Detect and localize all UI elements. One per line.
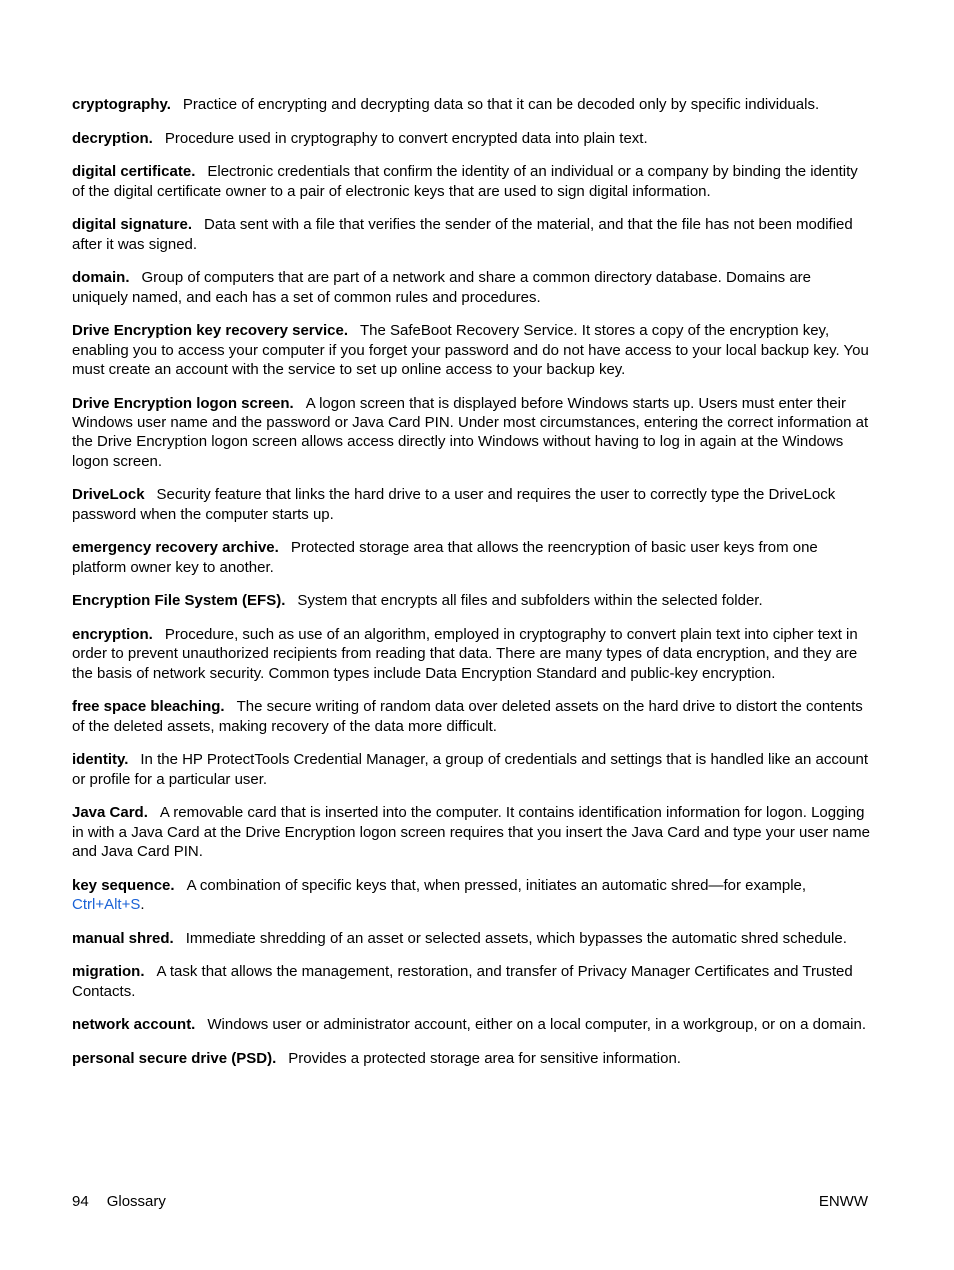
glossary-term: Drive Encryption key recovery service. [72,322,348,340]
ctrl-alt-s-link[interactable]: Ctrl+Alt+S [72,896,141,914]
footer-section-title: Glossary [106,1193,166,1210]
glossary-definition: Immediate shredding of an asset or selected assets, which bypasses the automatic shred schedule. [185,929,847,947]
glossary-entry-key-sequence [72,876,870,915]
glossary-definition: Procedure, such as use of an algorithm, employed in cryptography to convert plain text into cipher text in order to prevent unauthorized recipients from reading that data. There are many types of data encryption, and they are the basis of network security. Common types include Data Encryption Standard and public-key encryption. [72,626,858,682]
glossary-term: manual shred. [72,929,174,947]
glossary-definition: A combination of specific keys that, when pressed, initiates an automatic shred—for example, [186,876,807,894]
glossary-term: digital certificate. [72,163,196,181]
glossary-term: Java Card. [72,804,148,822]
glossary-definition: Windows user or administrator account, either on a local computer, in a workgroup, or on a domain. [207,1016,867,1034]
footer-locale-label: ENWW [818,1193,868,1210]
page-footer [72,1192,868,1211]
glossary-definition: Group of computers that are part of a network and share a common directory database. Domains are uniquely named, and each has a set of common rules and procedures. [72,269,812,306]
glossary-term: Drive Encryption logon screen. [72,394,294,412]
glossary-definition: Practice of encrypting and decrypting data so that it can be decoded only by specific individuals. [182,96,820,113]
glossary-term: network account. [72,1016,196,1034]
glossary-entry-migration [72,962,870,1001]
glossary-term: DriveLock [72,486,145,504]
glossary-term: domain. [72,269,130,287]
glossary-entry-identity [72,750,870,789]
glossary-entry-drive-encryption-key-recovery [72,321,870,379]
glossary-definition: In the HP ProtectTools Credential Manager, a group of credentials and settings that is handled like an account or profile for a particular user. [72,751,869,788]
glossary-entry-efs [72,591,870,610]
glossary-definition: A task that allows the management, restoration, and transfer of Privacy Manager Certificates and Trusted Contacts. [72,963,853,1000]
glossary-definition: System that encrypts all files and subfolders within the selected folder. [297,592,763,610]
glossary-entry-cryptography [72,95,870,114]
glossary-definition: Security feature that links the hard drive to a user and requires the user to correctly type the DriveLock password when the computer starts up. [72,486,836,523]
glossary-entry-network-account [72,1015,870,1034]
glossary-term: personal secure drive (PSD). [72,1050,277,1067]
glossary-definition-end: . [140,896,145,914]
glossary-term: Encryption File System (EFS). [72,592,286,610]
glossary-entry-digital-signature [72,215,870,254]
glossary-entry-drivelock [72,485,870,524]
glossary-entry-drive-encryption-logon-screen [72,394,870,472]
glossary-entry-java-card [72,803,870,861]
glossary-entry-psd [72,1049,870,1068]
glossary-entry-manual-shred [72,929,870,948]
glossary-entry-decryption [72,129,870,148]
page-number: 94 [72,1193,89,1210]
glossary-term: emergency recovery archive. [72,539,279,557]
glossary-definition: A logon screen that is displayed before Windows starts up. Users must enter their Windows user name and the password or Java Card PIN. Under most circumstances, entering the correct information at the Drive Encryption logon screen allows access directly into Windows without having to log in again at the Windows logon screen. [72,394,869,470]
glossary-definition: Provides a protected storage area for sensitive information. [288,1050,681,1067]
glossary-definition: The SafeBoot Recovery Service. It stores a copy of the encryption key, enabling you to access your computer if you forget your password and do not have access to your local backup key. You must create an account with the service to set up online access to your backup key. [72,322,869,378]
glossary-entry-free-space-bleaching [72,697,870,736]
glossary-entry-digital-certificate [72,162,870,201]
glossary-definition: Data sent with a file that verifies the sender of the material, and that the file has not been modified after it was signed. [72,216,853,253]
glossary-definition: The secure writing of random data over deleted assets on the hard drive to distort the contents of the deleted assets, making recovery of the data more difficult. [72,698,863,735]
glossary-term: migration. [72,963,145,981]
glossary-definition: Electronic credentials that confirm the identity of an individual or a company by binding the identity of the digital certificate owner to a pair of electronic keys that are used to sign digital information. [72,163,858,200]
glossary-entry-encryption [72,625,870,683]
glossary-term: cryptography. [72,96,171,113]
glossary-term: identity. [72,751,129,769]
glossary-definition: Protected storage area that allows the reencryption of basic user keys from one platform owner key to another. [72,539,818,576]
glossary-term: free space bleaching. [72,698,225,716]
glossary-term: key sequence. [72,876,175,894]
glossary-term: encryption. [72,626,153,643]
glossary-term: digital signature. [72,216,193,234]
glossary-list [72,95,870,1083]
glossary-definition: A removable card that is inserted into the computer. It contains identification information for logon. Logging in with a Java Card at the Drive Encryption logon screen requires that you insert the Java Card and type your user name and Java Card PIN. [72,804,870,861]
glossary-entry-emergency-recovery-archive [72,538,870,577]
glossary-term: decryption. [72,129,153,147]
glossary-entry-domain [72,268,870,307]
glossary-definition: Procedure used in cryptography to convert encrypted data into plain text. [164,129,648,147]
